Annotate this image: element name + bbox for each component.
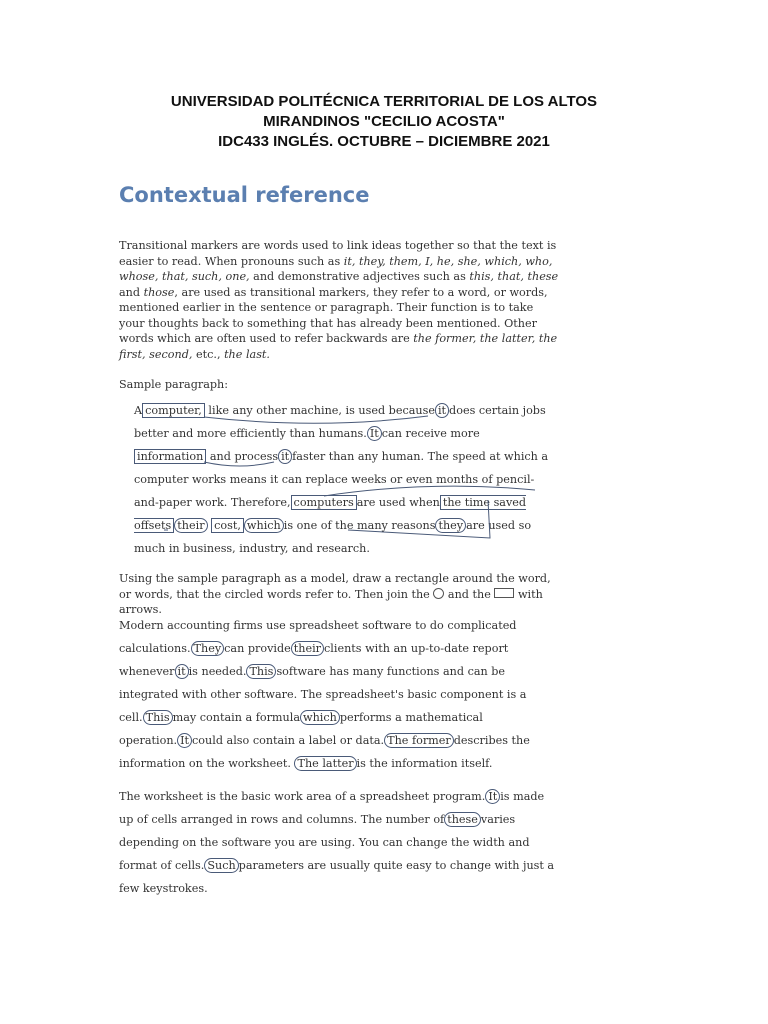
- sample-text-1: A: [134, 404, 143, 417]
- header-line-3: IDC433 INGLÉS. OCTUBRE – DICIEMBRE 2021: [218, 133, 550, 150]
- p2-text-10: is the information itself.: [356, 757, 493, 770]
- p2-text-8: could also contain a label or data.: [192, 734, 385, 747]
- p3-text-1: The worksheet is the basic work area of a spreadsheet program.: [119, 790, 486, 803]
- circled-the-latter: The latter: [294, 756, 356, 771]
- p2-text-5: software has many functions and can be integrated with other software. The spreadsheet's basic component is a cell.: [119, 665, 527, 724]
- intro-italic-4: the former, the latter, the first, second,: [119, 332, 558, 361]
- sample-text-9: are used so much in business, industry, and research.: [134, 519, 532, 555]
- p3-text-3: varies depending on the software you are using. You can change the width and format of cells.: [119, 813, 530, 872]
- intro-text-1: Transitional markers are words used to link ideas together so that the text is easier to read. When pronouns such as: [119, 239, 557, 268]
- circled-their-2: their: [291, 641, 324, 656]
- circled-the-former: The former: [384, 733, 454, 748]
- circled-it-5: It: [177, 733, 192, 748]
- sample-text-6: faster than any human. The speed at which a computer works means it can replace weeks or even months of pencil-and-paper work. Therefore,: [134, 450, 549, 509]
- circled-they-2: They: [191, 641, 225, 656]
- circled-such: Such: [204, 858, 238, 873]
- intro-italic-1: it, they, them, I, he, she, which, who, whose, that, such, one,: [119, 254, 553, 283]
- circled-which: which: [244, 518, 284, 533]
- circled-they: they: [435, 518, 466, 533]
- instruction-text-1: Using the sample paragraph as a model, draw a rectangle around the word, or words, that the circled words refer to. Then join the: [119, 572, 551, 601]
- boxed-information: information: [134, 449, 206, 464]
- rectangle-symbol-icon: [494, 588, 514, 598]
- circled-it-2: It: [367, 426, 382, 441]
- intro-text-3: and: [119, 285, 144, 299]
- circle-symbol-icon: [433, 588, 444, 599]
- instruction-text-2: and the: [444, 587, 495, 601]
- intro-italic-5: the last.: [224, 347, 270, 361]
- header-line-1: UNIVERSIDAD POLITÉCNICA TERRITORIAL DE LOS ALTOS: [170, 93, 598, 110]
- intro-text-2: and demonstrative adjectives such as: [249, 270, 470, 283]
- intro-text-4: , are used as transitional markers, they refer to a word, or words, mentioned earlier in the sentence or paragraph. Their function is to take your thoughts back to something that has already been mentioned. Other words which are often used to refer backwards are: [119, 285, 548, 345]
- boxed-computers: computers: [291, 495, 357, 510]
- header-line-2: MIRANDINOS "CECILIO ACOSTA": [263, 113, 505, 130]
- sample-text-5: and process: [206, 450, 279, 463]
- intro-italic-2: this, that, these: [469, 270, 559, 283]
- intro-text-5: etc.,: [192, 347, 225, 361]
- sample-text-4: can receive more: [381, 427, 480, 440]
- sample-text-2: like any other machine, is used because: [204, 404, 435, 417]
- university-header: [0, 92, 768, 152]
- circled-these: these: [444, 812, 481, 827]
- p2-text-4: is needed.: [188, 665, 247, 678]
- circled-their: their: [174, 518, 207, 533]
- sample-label: Sample paragraph:: [119, 378, 229, 391]
- p2-text-9: describes the information on the worksheet.: [119, 734, 530, 770]
- intro-paragraph: [119, 238, 559, 362]
- boxed-time-saved: the time saved offsets: [134, 496, 527, 532]
- sample-text-8: is one of the many reasons: [283, 519, 436, 532]
- instruction-text-3: with arrows.: [119, 587, 543, 616]
- page-title: Contextual reference: [119, 183, 370, 207]
- intro-italic-3: those: [143, 285, 175, 299]
- circled-it-1: it: [435, 403, 449, 418]
- circled-it-4: it: [175, 664, 189, 679]
- p2-text-2: can provide: [224, 642, 291, 655]
- boxed-computer: computer,: [142, 403, 205, 418]
- circled-this-1: This: [246, 664, 276, 679]
- circled-it-3: it: [278, 449, 292, 464]
- circled-this-2: This: [143, 710, 173, 725]
- p2-text-7: performs a mathematical operation.: [119, 711, 483, 747]
- sample-paragraph: [134, 399, 554, 560]
- p3-text-4: parameters are usually quite easy to change with just a few keystrokes.: [119, 859, 555, 895]
- sample-text-7: are used when: [356, 496, 440, 509]
- exercise-paragraph-1: [119, 614, 559, 775]
- boxed-cost: cost,: [211, 518, 244, 533]
- instruction-paragraph: [119, 571, 559, 618]
- p2-text-1: Modern accounting firms use spreadsheet software to do complicated calculations.: [119, 619, 517, 655]
- sample-text-3: does certain jobs better and more efficiently than humans.: [134, 404, 546, 440]
- p2-text-3: clients with an up-to-date report whenever: [119, 642, 509, 678]
- exercise-paragraph-2: [119, 785, 559, 900]
- circled-which-2: which: [300, 710, 340, 725]
- p3-text-2: is made up of cells arranged in rows and columns. The number of: [119, 790, 545, 826]
- p2-text-6: may contain a formula: [172, 711, 300, 724]
- circled-it-6: It: [485, 789, 500, 804]
